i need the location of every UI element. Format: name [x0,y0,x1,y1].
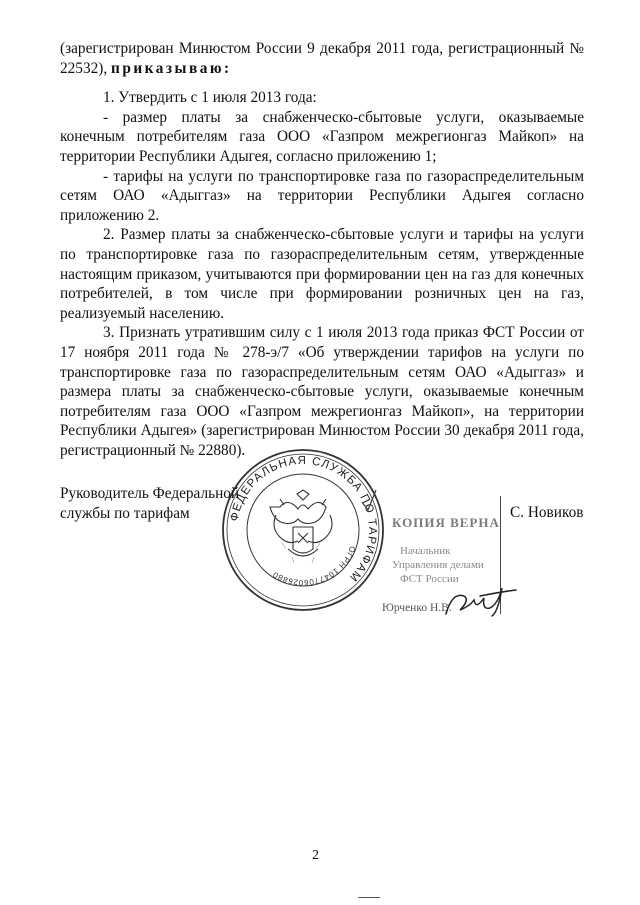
item-1-paragraph: 1. Утвердить с 1 июля 2013 года: [103,89,317,107]
signatory-title-line-1: Руководитель Федеральной [60,485,240,502]
item-2-paragraph: 2. Размер платы за снабженческо-сбытовые услуги и тарифы на услуги по транспортировке газа по газораспределительным сетям, утвержденные настоящим приказом, учитываются при формировании цен на газ для конечных потребителей, в том числе при формировании розничных цен на газ, реализуемый населению. [60,226,584,322]
svg-text:ФЕДЕРАЛЬНАЯ СЛУЖБА ПО ТАРИФАМ: ФЕДЕРАЛЬНАЯ СЛУЖБА ПО ТАРИФАМ [228,454,379,585]
check-mark-icon [360,488,378,514]
copy-stamp-name: Юрченко Н.В. [382,602,452,614]
copy-stamp-department: Управления делами [392,559,484,571]
order-word: приказываю: [111,59,232,77]
copy-stamp-position: Начальник [400,545,451,557]
svg-text:ОГРН 1047706026880: ОГРН 1047706026880 [271,544,358,588]
official-seal-icon [218,445,388,615]
signatory-title [60,484,239,523]
page-number: 2 [312,848,319,863]
item-1-sub-b-paragraph: - тарифы на услуги по транспортировке газа по газораспределительным сетям ОАО «Адыггаз» на территории Республики Адыгея согласно приложению 2. [60,167,584,224]
signatory-title-line-2: службы по тарифам [60,504,190,522]
intro-paragraph [60,39,584,78]
order-body-text [60,39,584,460]
handwritten-signature-icon [440,584,530,624]
item-1-sub-a-paragraph: - размер платы за снабженческо-сбытовые услуги, оказываемые конечным потребителям газа ООО «Газпром межрегионгаз Майкоп» на территории Республики Адыгея, согласно приложению 1; [60,108,584,165]
copy-stamp-agency: ФСТ России [400,573,459,585]
footer-divider [358,897,380,898]
registration-note: (зарегистрирован Минюстом России 9 декабря 2011 года, регистрационный № 22532), [60,40,584,77]
signatory-name: С. Новиков [510,504,584,521]
copy-stamp-heading: КОПИЯ ВЕРНА [392,515,500,530]
item-3-paragraph: 3. Признать утратившим силу с 1 июля 2013 года приказ ФСТ России от 17 ноября 2011 года № 278-э/7 «Об утверждении тарифов на услуги по транспортировке газа по газораспределительным сетям ОАО «Адыггаз» и размера платы за снабженческо-сбытовые услуги, оказываемые конечным потребителям газа ООО «Газпром межрегионгаз Майкоп», на территории Республики Адыгея» (зарегистрирован Минюстом России 30 декабря 2011 года, регистрационный № 22880). [60,324,584,459]
